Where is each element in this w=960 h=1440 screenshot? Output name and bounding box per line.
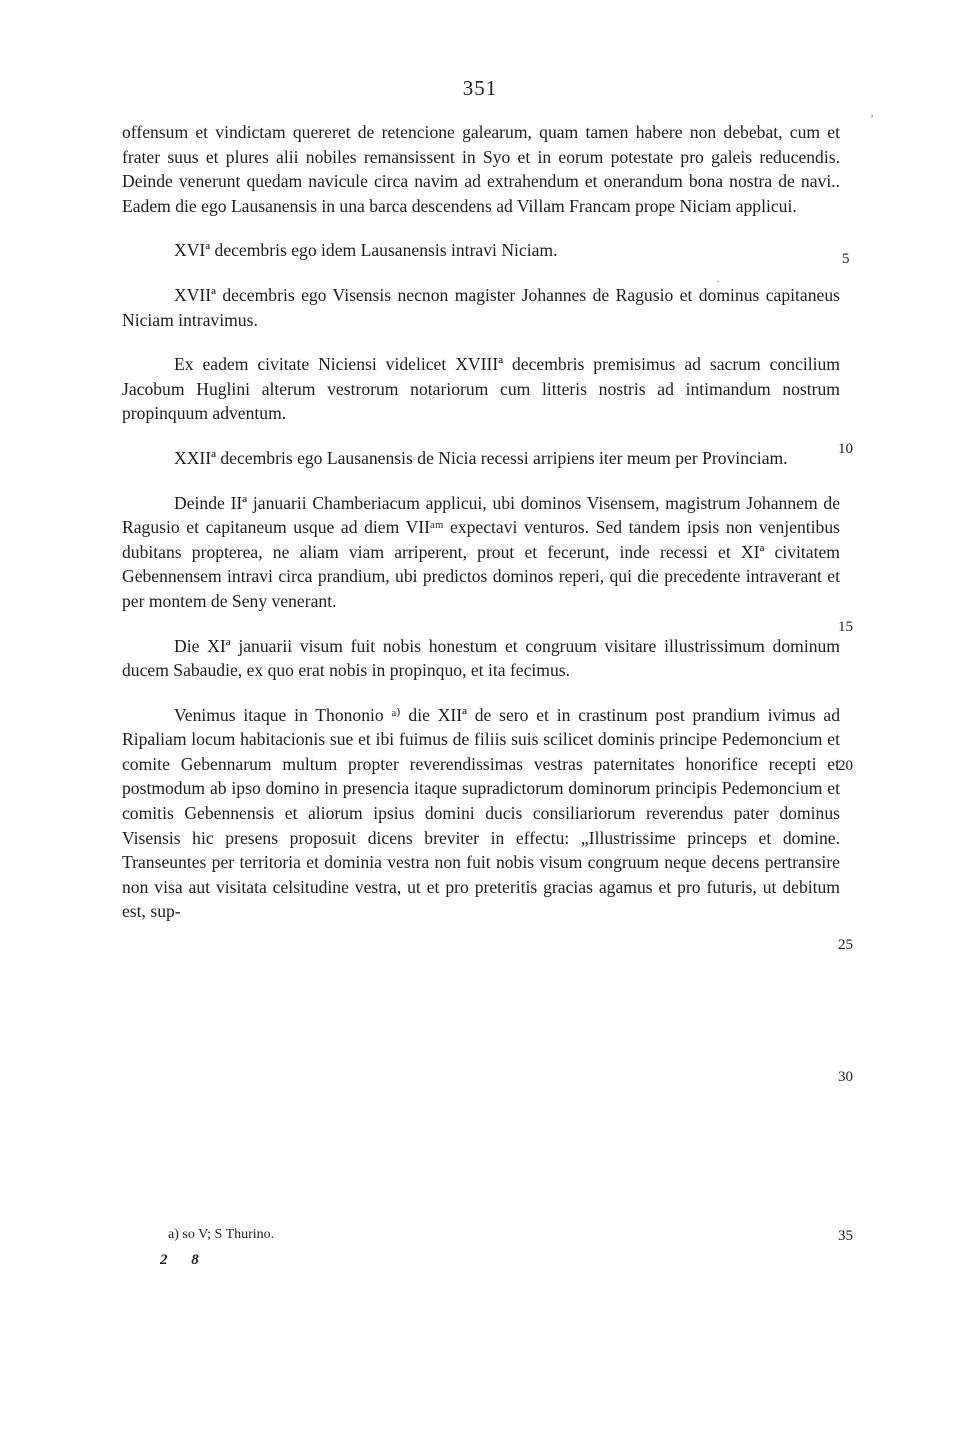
main-text	[122, 120, 840, 924]
speck-mark: ·	[716, 274, 720, 288]
paragraph-4: Ex eadem civitate Niciensi videlicet XVIIIª decembris premisimus ad sacrum concilium Jacobum Huglini alterum vestrorum notariorum cum litteris nostris ad intimandum nostrum propinquum adventum.	[122, 354, 840, 424]
signature-mark: 2 8	[160, 1252, 209, 1268]
paragraph-2: XVIª decembris ego idem Lausanensis intravi Niciam.	[174, 240, 558, 261]
paragraph-8: Venimus itaque in Thononio ᵃ⁾ die XIIª de sero et in crastinum post prandium ivimus ad Ripaliam locum habitacionis sue et ibi fuimus de filiis suis scilicet dominis principe Pedemoncium et comite Gebennarum multum propter reverendissimas vestras paternitates honorifice recepti et postmodum ab ipso domino in presencia itaque supradictorum dominorum principis Pedemoncium et comitis Gebennensis et aliorum ipsius domini ducis consiliariorum reverendus pater dominus Visensis hic presens proposuit dicens breviter in effectu: „Illustrissime princeps et domine. Transeuntes per territoria et dominia vestra non fuit nobis visum congruum neque decens pertransire non visa aut visitata celsitudine vestra, ut et pro preteritis gracias agamus et pro futuris, ut debitum est, sup-	[122, 704, 840, 922]
line-number-30: 30	[838, 1069, 853, 1085]
paragraph-3: XVIIª decembris ego Visensis necnon magister Johannes de Ragusio et dominus capitaneus Niciam intravimus.	[122, 284, 840, 330]
speck-mark: ʼ	[870, 112, 874, 126]
paragraph-5: XXIIª decembris ego Lausanensis de Nicia recessi arripiens iter meum per Provinciam.	[174, 447, 788, 468]
paragraph-1: offensum et vindictam quereret de retencione galearum, quam tamen habere non debebat, cum et frater suus et plures alii nobiles remansissent in Syo et in eorum potestate pro galeis reducendis. Deinde venerunt quedam navicule circa navim ad extrahendum et onerandum bona nostra de navi.. Eadem die ego Lausanensis in una barca descendens ad Villam Francam prope Niciam applicui.	[122, 122, 840, 216]
footnote-text: so V; S Thurino.	[182, 1227, 275, 1242]
line-number-15: 15	[838, 619, 853, 635]
paragraph-7: Die XIª januarii visum fuit nobis honestum et congruum visitare illustrissimum dominum ducem Sabaudie, ex quo erat nobis in propinquo, et ita fecimus.	[122, 635, 840, 681]
paragraph-6: Deinde IIª januarii Chamberiacum applicui, ubi dominos Visensem, magistrum Johannem de Ragusio et capitaneum usque ad diem VIIᵃᵐ expectavi venturos. Sed tandem ipsis non venjentibus dubitans propterea, ne aliam viam arriperent, prout et fecerunt, inde recessi et XIª civitatem Gebennensem intravi circa prandium, ubi predictos dominos reperi, qui die precedente intraverant et per montem de Seny venerant.	[122, 492, 840, 611]
footnote	[168, 1225, 274, 1245]
footnote-marker: a)	[168, 1227, 179, 1242]
line-number-20: 20	[838, 758, 853, 774]
line-number-5: 5	[842, 251, 850, 267]
line-number-35: 35	[838, 1228, 853, 1244]
page-number: 351	[462, 76, 498, 100]
line-number-25: 25	[838, 937, 853, 953]
line-number-10: 10	[838, 441, 853, 457]
